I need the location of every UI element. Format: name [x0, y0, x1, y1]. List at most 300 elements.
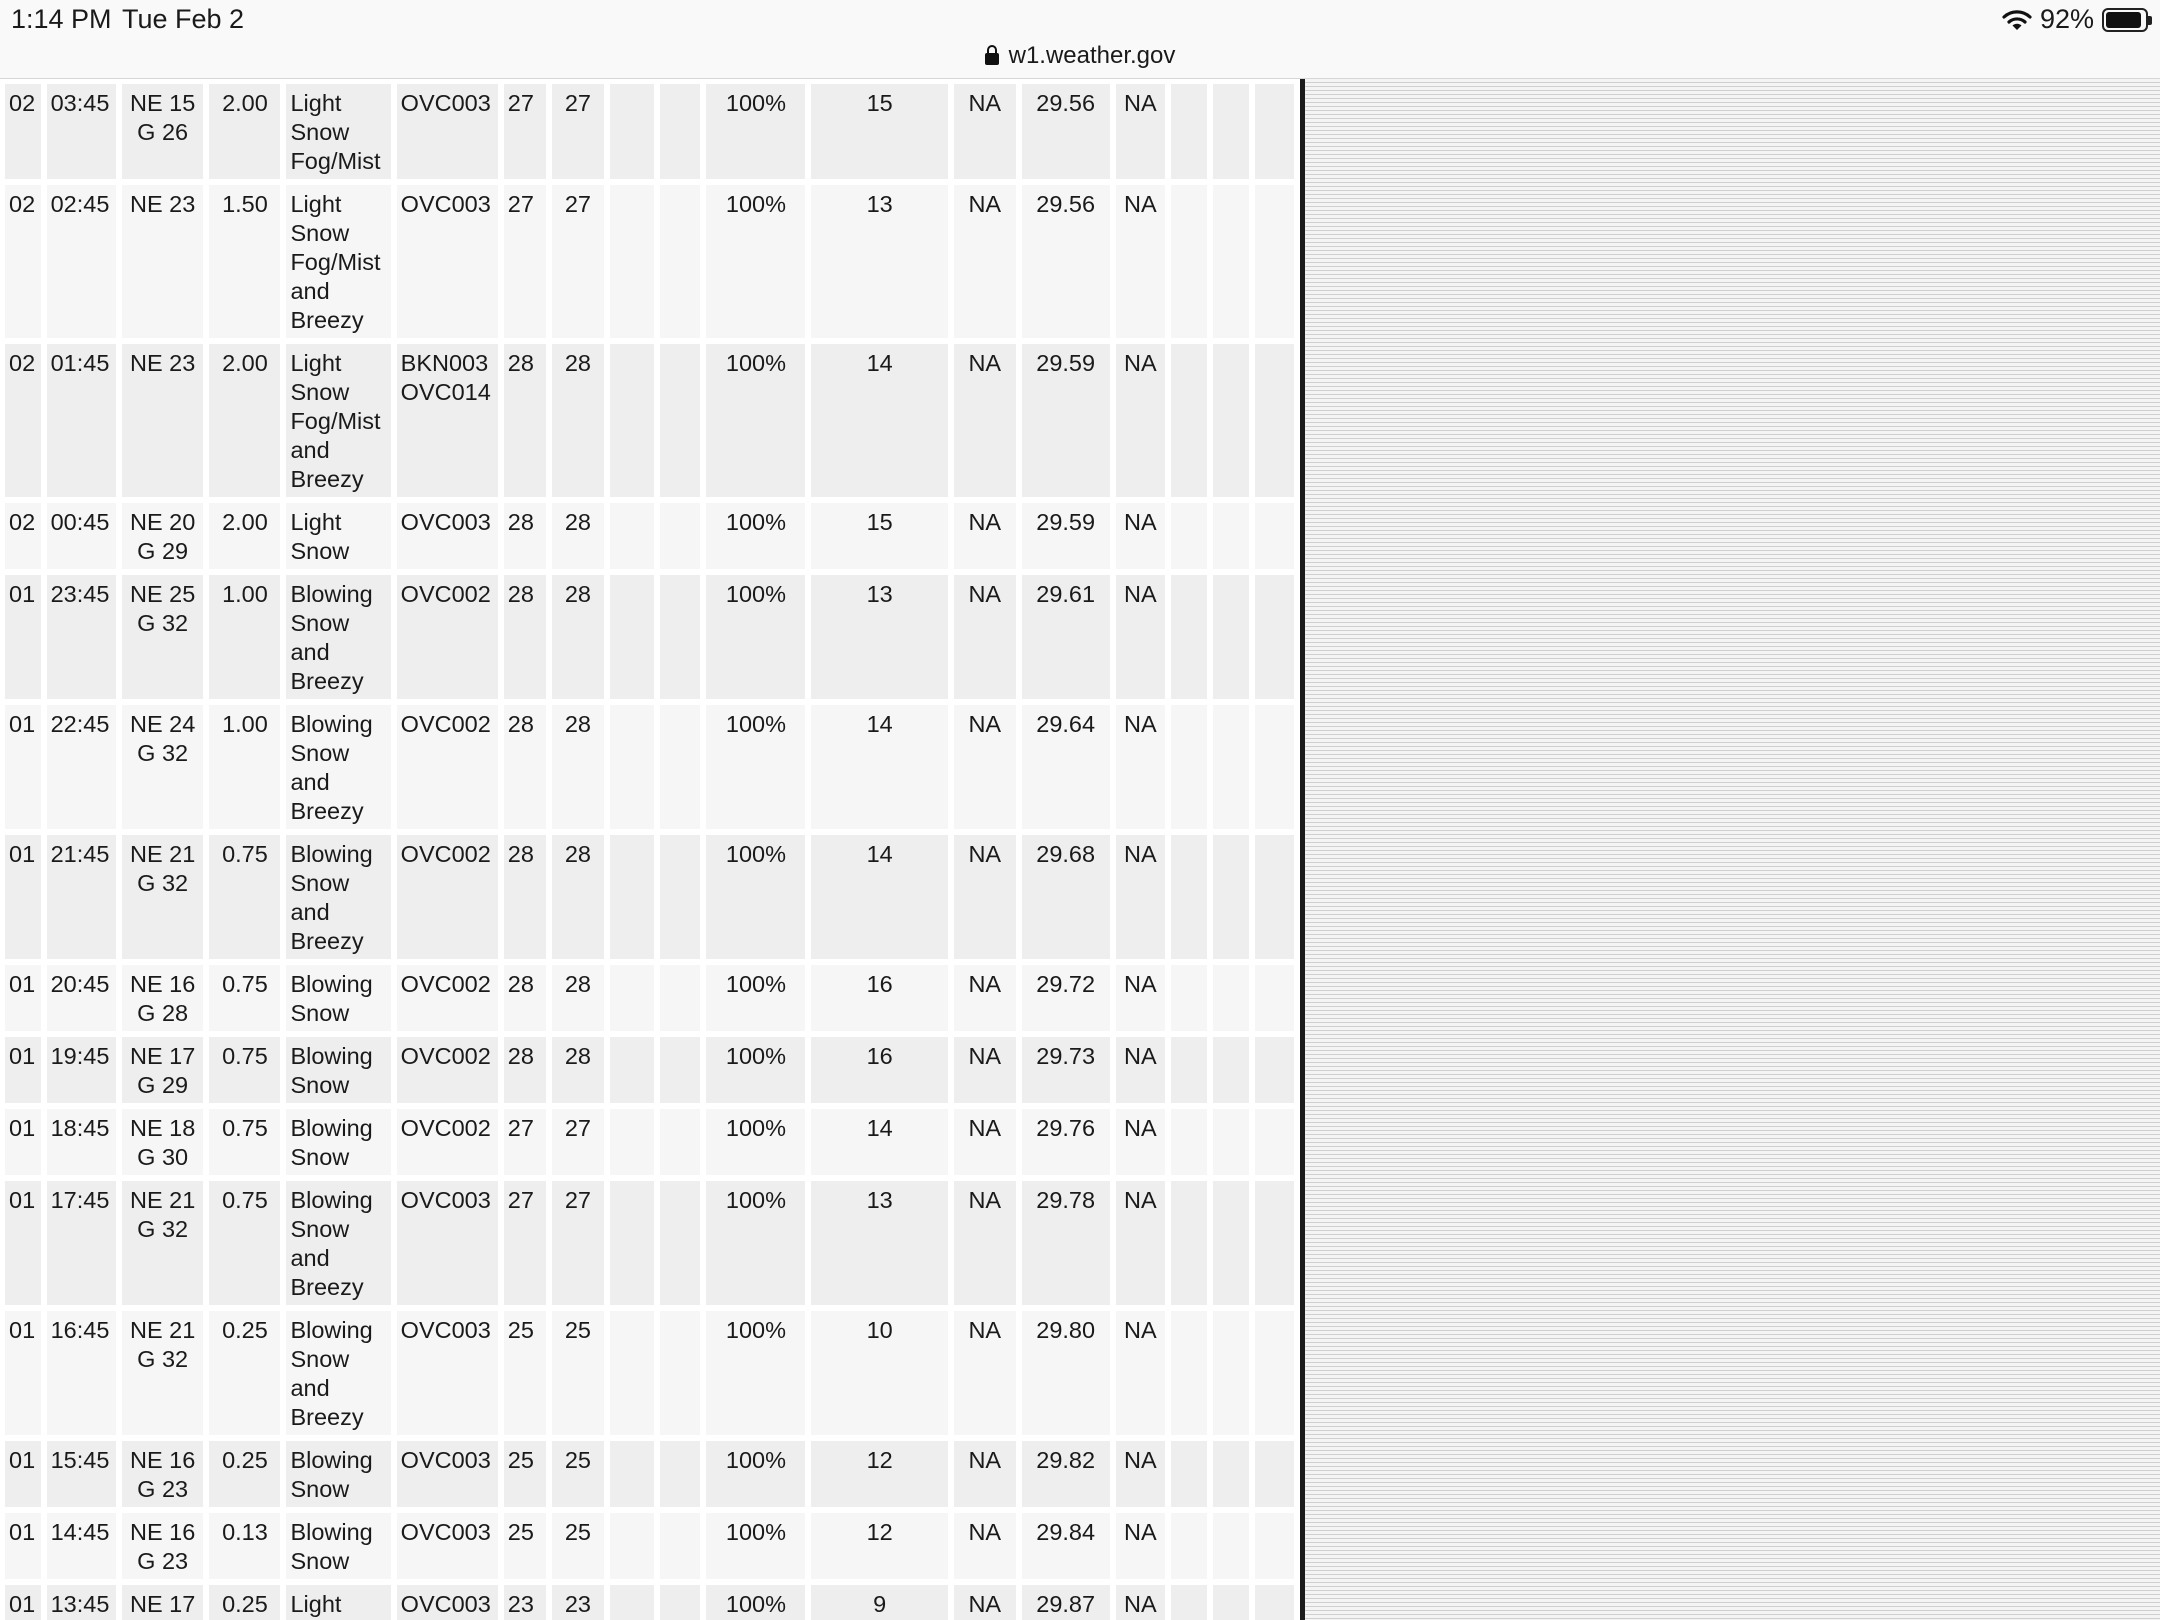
wind-cell-line: NE 21: [129, 1187, 196, 1213]
sky-cell: [397, 1311, 498, 1435]
empty-cell: [610, 1311, 654, 1435]
empty-cell: [660, 1181, 701, 1305]
precip-cell: [1171, 84, 1207, 179]
weather-cell: [286, 1109, 390, 1175]
dewpoint-cell: 25: [552, 1513, 605, 1579]
visibility-cell: 0.25: [209, 1311, 280, 1435]
humidity-cell: 100%: [706, 1585, 805, 1620]
heat-index-cell: NA: [954, 1441, 1016, 1507]
wind-cell-line: NE 23: [129, 191, 196, 217]
sky-cell: [397, 1585, 498, 1620]
wind-cell: [122, 1513, 204, 1579]
empty-cell: [610, 705, 654, 829]
weather-cell-line: Snow: [290, 870, 350, 896]
empty-cell: [610, 1109, 654, 1175]
day-cell: 01: [5, 1109, 41, 1175]
time-cell: 02:45: [47, 185, 116, 338]
day-cell: 01: [5, 835, 41, 959]
precip-cell: [1171, 1585, 1207, 1620]
temp-cell: 27: [504, 84, 546, 179]
wind-cell: [122, 344, 204, 497]
heat-index-cell: NA: [954, 344, 1016, 497]
visibility-cell: 1.50: [209, 185, 280, 338]
weather-cell: [286, 705, 390, 829]
table-row: [5, 1037, 1294, 1103]
sky-cell: [397, 1037, 498, 1103]
empty-cell: [610, 344, 654, 497]
altimeter-cell: 29.68: [1022, 835, 1110, 959]
sea-level-cell: NA: [1116, 835, 1165, 959]
heat-index-cell: NA: [954, 185, 1016, 338]
humidity-cell: 100%: [706, 84, 805, 179]
weather-cell-line: Breezy: [290, 466, 364, 492]
precip-cell: [1255, 1585, 1294, 1620]
heat-index-cell: NA: [954, 705, 1016, 829]
time-cell: 13:45: [47, 1585, 116, 1620]
humidity-cell: 100%: [706, 503, 805, 569]
weather-cell-line: and: [290, 278, 330, 304]
weather-cell-line: Breezy: [290, 1404, 364, 1430]
empty-cell: [660, 503, 701, 569]
dewpoint-cell: 27: [552, 1181, 605, 1305]
sea-level-cell: NA: [1116, 344, 1165, 497]
empty-cell: [610, 965, 654, 1031]
day-cell: 01: [5, 1181, 41, 1305]
temp-cell: 25: [504, 1441, 546, 1507]
address-bar[interactable]: [0, 40, 2160, 79]
precip-cell: [1213, 1181, 1249, 1305]
weather-cell-line: Snow: [290, 220, 350, 246]
url-domain[interactable]: w1.weather.gov: [1008, 42, 1176, 69]
battery-percent: 92%: [2039, 4, 2094, 34]
altimeter-cell: 29.56: [1022, 185, 1110, 338]
humidity-cell: 100%: [706, 965, 805, 1031]
wind-cell-line: NE 21: [129, 1317, 196, 1343]
empty-cell: [610, 1585, 654, 1620]
empty-cell: [660, 1441, 701, 1507]
wind-chill-cell: 14: [811, 705, 947, 829]
precip-cell: [1213, 84, 1249, 179]
wind-cell-line: G 32: [137, 610, 189, 636]
humidity-cell: 100%: [706, 344, 805, 497]
dewpoint-cell: 27: [552, 185, 605, 338]
precip-cell: [1213, 1109, 1249, 1175]
precip-cell: [1213, 344, 1249, 497]
wind-cell-line: G 29: [137, 1072, 189, 1098]
time-cell: 21:45: [47, 835, 116, 959]
wind-cell-line: G 23: [137, 1548, 189, 1574]
temp-cell: 27: [504, 185, 546, 338]
humidity-cell: 100%: [706, 185, 805, 338]
wind-cell-line: NE 25: [129, 581, 196, 607]
table-row: [5, 185, 1294, 338]
altimeter-cell: 29.80: [1022, 1311, 1110, 1435]
empty-cell: [660, 1585, 701, 1620]
table-row: [5, 965, 1294, 1031]
dewpoint-cell: 28: [552, 705, 605, 829]
weather-cell: [286, 84, 390, 179]
weather-cell: [286, 1441, 390, 1507]
weather-cell: [286, 1181, 390, 1305]
visibility-cell: 2.00: [209, 503, 280, 569]
empty-cell: [660, 575, 701, 699]
day-cell: 02: [5, 344, 41, 497]
sky-cell-line: OVC002: [400, 581, 491, 607]
empty-cell: [660, 965, 701, 1031]
time-cell: 22:45: [47, 705, 116, 829]
sky-cell: [397, 344, 498, 497]
day-cell: 02: [5, 185, 41, 338]
altimeter-cell: 29.84: [1022, 1513, 1110, 1579]
weather-cell-line: Snow: [290, 1144, 350, 1170]
dewpoint-cell: 28: [552, 344, 605, 497]
wind-chill-cell: 12: [811, 1441, 947, 1507]
empty-cell: [610, 84, 654, 179]
day-cell: 01: [5, 1513, 41, 1579]
humidity-cell: 100%: [706, 835, 805, 959]
sky-cell-line: OVC003: [400, 1519, 491, 1545]
table-row: [5, 1181, 1294, 1305]
sky-cell-line: OVC003: [400, 1317, 491, 1343]
wind-cell-line: NE 15: [129, 90, 196, 116]
precip-cell: [1255, 1037, 1294, 1103]
wind-cell-line: NE 16: [129, 1447, 196, 1473]
altimeter-cell: 29.59: [1022, 344, 1110, 497]
dewpoint-cell: 28: [552, 965, 605, 1031]
weather-cell-line: Blowing: [290, 581, 373, 607]
precip-cell: [1255, 185, 1294, 338]
weather-cell-line: Light: [290, 509, 342, 535]
temp-cell: 28: [504, 835, 546, 959]
temp-cell: 28: [504, 965, 546, 1031]
weather-cell-line: Light: [290, 90, 342, 116]
humidity-cell: 100%: [706, 1181, 805, 1305]
visibility-cell: 0.75: [209, 1037, 280, 1103]
humidity-cell: 100%: [706, 1441, 805, 1507]
sky-cell: [397, 705, 498, 829]
empty-cell: [660, 705, 701, 829]
dewpoint-cell: 23: [552, 1585, 605, 1620]
temp-cell: 27: [504, 1109, 546, 1175]
sky-cell-line: OVC002: [400, 1115, 491, 1141]
precip-cell: [1171, 1441, 1207, 1507]
wind-cell-line: G 32: [137, 1216, 189, 1242]
wind-chill-cell: 13: [811, 575, 947, 699]
weather-cell-line: Snow: [290, 1476, 350, 1502]
wind-chill-cell: 15: [811, 503, 947, 569]
lock-icon: [985, 45, 999, 65]
weather-cell-line: Snow: [290, 1346, 350, 1372]
visibility-cell: 0.75: [209, 965, 280, 1031]
empty-cell: [610, 503, 654, 569]
dewpoint-cell: 28: [552, 575, 605, 699]
time-cell: 14:45: [47, 1513, 116, 1579]
sky-cell-line: OVC003: [400, 191, 491, 217]
heat-index-cell: NA: [954, 965, 1016, 1031]
precip-cell: [1255, 1513, 1294, 1579]
visibility-cell: 1.00: [209, 575, 280, 699]
altimeter-cell: 29.61: [1022, 575, 1110, 699]
altimeter-cell: 29.82: [1022, 1441, 1110, 1507]
visibility-cell: 0.75: [209, 835, 280, 959]
weather-cell-line: Fog/Mist: [290, 148, 381, 174]
visibility-cell: 2.00: [209, 84, 280, 179]
wind-cell: [122, 185, 204, 338]
heat-index-cell: NA: [954, 1513, 1016, 1579]
precip-cell: [1255, 575, 1294, 699]
temp-cell: 25: [504, 1311, 546, 1435]
wind-cell: [122, 835, 204, 959]
day-cell: 01: [5, 1311, 41, 1435]
sea-level-cell: NA: [1116, 1441, 1165, 1507]
weather-cell-line: Breezy: [290, 668, 364, 694]
wind-chill-cell: 12: [811, 1513, 947, 1579]
sea-level-cell: NA: [1116, 1181, 1165, 1305]
precip-cell: [1171, 1513, 1207, 1579]
weather-cell-line: Fog/Mist: [290, 249, 381, 275]
sea-level-cell: NA: [1116, 1513, 1165, 1579]
empty-cell: [660, 344, 701, 497]
day-cell: 01: [5, 1441, 41, 1507]
empty-cell: [660, 185, 701, 338]
weather-cell: [286, 835, 390, 959]
weather-cell: [286, 1585, 390, 1620]
weather-cell-line: Blowing: [290, 1447, 373, 1473]
page-content: [0, 79, 1300, 1620]
sea-level-cell: NA: [1116, 575, 1165, 699]
sea-level-cell: NA: [1116, 705, 1165, 829]
dewpoint-cell: 27: [552, 1109, 605, 1175]
wind-cell-line: G 28: [137, 1000, 189, 1026]
status-indicators: [2002, 4, 2148, 35]
dewpoint-cell: 28: [552, 503, 605, 569]
weather-cell-line: Snow: [290, 1000, 350, 1026]
weather-cell-line: Snow: [290, 1548, 350, 1574]
day-cell: 01: [5, 1037, 41, 1103]
altimeter-cell: 29.72: [1022, 965, 1110, 1031]
wind-chill-cell: 14: [811, 344, 947, 497]
empty-cell: [660, 1513, 701, 1579]
heat-index-cell: NA: [954, 503, 1016, 569]
weather-cell-line: Breezy: [290, 928, 364, 954]
precip-cell: [1255, 705, 1294, 829]
time-cell: 00:45: [47, 503, 116, 569]
temp-cell: 23: [504, 1585, 546, 1620]
sea-level-cell: NA: [1116, 965, 1165, 1031]
weather-cell-line: Blowing: [290, 1519, 373, 1545]
observations-table: [0, 79, 1300, 1620]
precip-cell: [1213, 705, 1249, 829]
weather-cell-line: and: [290, 1375, 330, 1401]
visibility-cell: 1.00: [209, 705, 280, 829]
sea-level-cell: NA: [1116, 84, 1165, 179]
weather-cell-line: and: [290, 639, 330, 665]
wind-chill-cell: 10: [811, 1311, 947, 1435]
weather-cell-line: Breezy: [290, 1274, 364, 1300]
precip-cell: [1255, 84, 1294, 179]
precip-cell: [1213, 575, 1249, 699]
weather-cell-line: Blowing: [290, 1115, 373, 1141]
table-row: [5, 1513, 1294, 1579]
table-row: [5, 1441, 1294, 1507]
sea-level-cell: NA: [1116, 1109, 1165, 1175]
altimeter-cell: 29.73: [1022, 1037, 1110, 1103]
status-bar: [0, 0, 2160, 40]
precip-cell: [1171, 1109, 1207, 1175]
weather-cell-line: Light: [290, 350, 342, 376]
wind-chill-cell: 14: [811, 835, 947, 959]
precip-cell: [1171, 965, 1207, 1031]
day-cell: 02: [5, 84, 41, 179]
overscroll-area: [1305, 79, 2160, 1620]
wind-cell-line: NE 17: [129, 1591, 196, 1617]
sky-cell: [397, 965, 498, 1031]
precip-cell: [1255, 1311, 1294, 1435]
altimeter-cell: 29.78: [1022, 1181, 1110, 1305]
precip-cell: [1255, 965, 1294, 1031]
wind-cell: [122, 1585, 204, 1620]
weather-cell-line: Blowing: [290, 1317, 373, 1343]
weather-cell-line: Blowing: [290, 971, 373, 997]
empty-cell: [610, 575, 654, 699]
day-cell: 01: [5, 965, 41, 1031]
wind-cell: [122, 1311, 204, 1435]
sky-cell: [397, 1513, 498, 1579]
empty-cell: [610, 1513, 654, 1579]
weather-cell: [286, 1037, 390, 1103]
heat-index-cell: NA: [954, 1585, 1016, 1620]
altimeter-cell: 29.64: [1022, 705, 1110, 829]
weather-cell-line: Breezy: [290, 307, 364, 333]
temp-cell: 28: [504, 705, 546, 829]
weather-cell-line: Snow: [290, 119, 350, 145]
heat-index-cell: NA: [954, 84, 1016, 179]
sky-cell-line: OVC002: [400, 711, 491, 737]
wind-cell: [122, 503, 204, 569]
wind-cell-line: G 29: [137, 538, 189, 564]
sky-cell-line: OVC002: [400, 841, 491, 867]
sky-cell-line: OVC002: [400, 971, 491, 997]
battery-icon: [2102, 8, 2148, 32]
time-cell: 18:45: [47, 1109, 116, 1175]
wind-cell: [122, 84, 204, 179]
weather-cell: [286, 503, 390, 569]
wind-cell-line: NE 24: [129, 711, 196, 737]
empty-cell: [660, 1109, 701, 1175]
sea-level-cell: NA: [1116, 503, 1165, 569]
time-cell: 01:45: [47, 344, 116, 497]
heat-index-cell: NA: [954, 1181, 1016, 1305]
precip-cell: [1213, 835, 1249, 959]
sea-level-cell: NA: [1116, 185, 1165, 338]
weather-cell-line: Blowing: [290, 1043, 373, 1069]
table-row: [5, 344, 1294, 497]
sky-cell-line: OVC003: [400, 90, 491, 116]
empty-cell: [660, 84, 701, 179]
wind-cell: [122, 575, 204, 699]
day-cell: 01: [5, 575, 41, 699]
wind-cell-line: NE 21: [129, 841, 196, 867]
sky-cell-line: OVC003: [400, 509, 491, 535]
time-cell: 03:45: [47, 84, 116, 179]
humidity-cell: 100%: [706, 705, 805, 829]
heat-index-cell: NA: [954, 835, 1016, 959]
precip-cell: [1255, 1441, 1294, 1507]
sky-cell-line: OVC003: [400, 1187, 491, 1213]
weather-cell-line: Blowing: [290, 1187, 373, 1213]
sky-cell: [397, 1441, 498, 1507]
dewpoint-cell: 25: [552, 1441, 605, 1507]
weather-cell-line: Blowing: [290, 711, 373, 737]
precip-cell: [1171, 503, 1207, 569]
sky-cell-line: OVC002: [400, 1043, 491, 1069]
wind-chill-cell: 16: [811, 1037, 947, 1103]
table-row: [5, 503, 1294, 569]
precip-cell: [1171, 705, 1207, 829]
empty-cell: [660, 1037, 701, 1103]
wind-cell-line: G 32: [137, 740, 189, 766]
weather-cell-line: and: [290, 1245, 330, 1271]
humidity-cell: 100%: [706, 1311, 805, 1435]
precip-cell: [1213, 1037, 1249, 1103]
precip-cell: [1171, 344, 1207, 497]
wind-cell-line: G 26: [137, 119, 189, 145]
empty-cell: [660, 835, 701, 959]
humidity-cell: 100%: [706, 1037, 805, 1103]
weather-cell: [286, 344, 390, 497]
precip-cell: [1213, 185, 1249, 338]
empty-cell: [660, 1311, 701, 1435]
sky-cell: [397, 1181, 498, 1305]
time-cell: 15:45: [47, 1441, 116, 1507]
table-row: [5, 1311, 1294, 1435]
weather-cell-line: Snow: [290, 1072, 350, 1098]
empty-cell: [610, 1037, 654, 1103]
table-row: [5, 1109, 1294, 1175]
wifi-icon: [2002, 9, 2032, 31]
sea-level-cell: NA: [1116, 1585, 1165, 1620]
wind-cell-line: NE 16: [129, 971, 196, 997]
altimeter-cell: 29.87: [1022, 1585, 1110, 1620]
weather-cell-line: and: [290, 899, 330, 925]
time-cell: 17:45: [47, 1181, 116, 1305]
weather-cell: [286, 1513, 390, 1579]
dewpoint-cell: 25: [552, 1311, 605, 1435]
temp-cell: 28: [504, 344, 546, 497]
sea-level-cell: NA: [1116, 1311, 1165, 1435]
visibility-cell: 0.25: [209, 1585, 280, 1620]
altimeter-cell: 29.59: [1022, 503, 1110, 569]
wind-cell-line: NE 16: [129, 1519, 196, 1545]
dewpoint-cell: 28: [552, 1037, 605, 1103]
temp-cell: 25: [504, 1513, 546, 1579]
precip-cell: [1171, 1311, 1207, 1435]
precip-cell: [1255, 835, 1294, 959]
wind-cell-line: G 32: [137, 870, 189, 896]
precip-cell: [1255, 344, 1294, 497]
status-date: Tue Feb 2: [122, 4, 245, 34]
sky-cell: [397, 575, 498, 699]
sea-level-cell: NA: [1116, 1037, 1165, 1103]
wind-chill-cell: 13: [811, 1181, 947, 1305]
wind-cell-line: NE 17: [129, 1043, 196, 1069]
heat-index-cell: NA: [954, 1109, 1016, 1175]
sky-cell: [397, 503, 498, 569]
precip-cell: [1255, 1181, 1294, 1305]
day-cell: 02: [5, 503, 41, 569]
visibility-cell: 0.75: [209, 1181, 280, 1305]
weather-cell-line: Snow: [290, 610, 350, 636]
